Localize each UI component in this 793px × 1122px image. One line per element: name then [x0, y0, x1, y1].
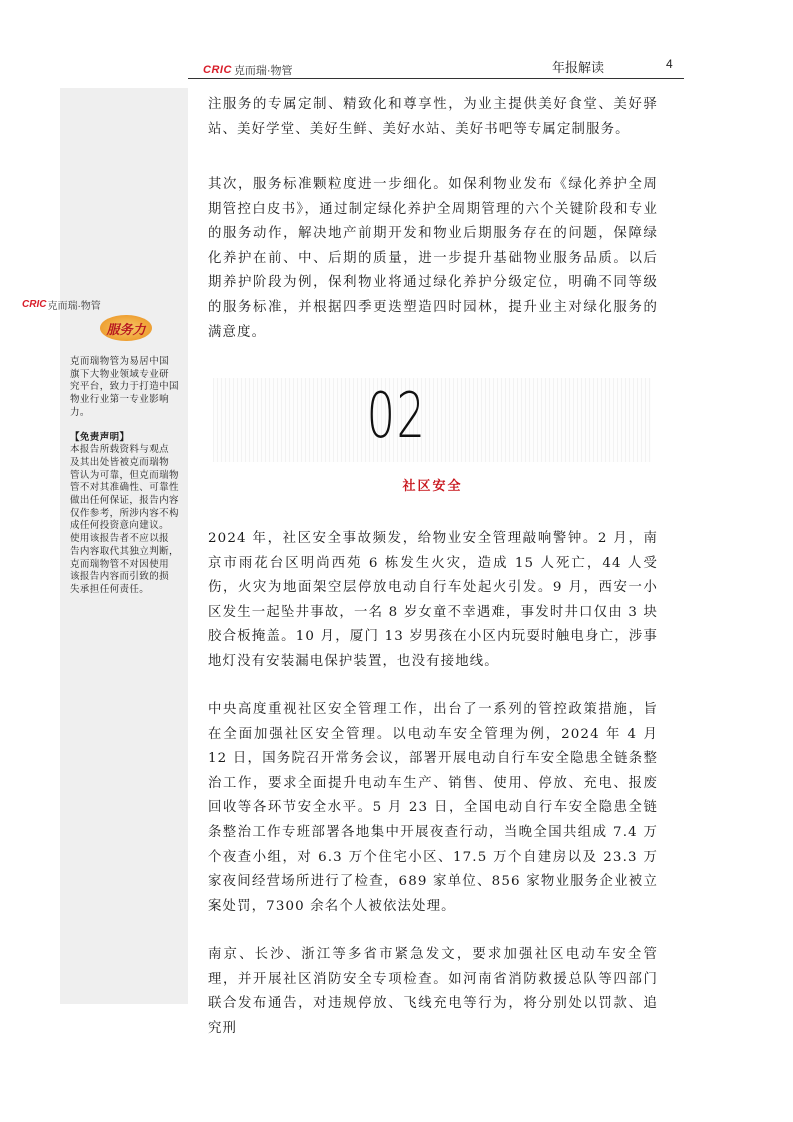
service-badge-icon: 服务力 — [100, 315, 152, 341]
header-title: 年报解读 — [552, 61, 605, 76]
disclaimer-line: 使用该报告者不应以报 — [70, 533, 170, 545]
header-logo — [203, 62, 293, 78]
disclaimer-line: 告内容取代其独立判断， — [70, 545, 179, 557]
disclaimer-line: 管不对其准确性、可靠性 — [70, 482, 179, 494]
disclaimer-line: 克而瑞物管不对因使用 — [70, 558, 170, 570]
disclaimer-line: 失承担任何责任。 — [70, 583, 150, 595]
intro-line: 旗下大物业领域专业研 — [70, 368, 170, 380]
disclaimer-line: 本报告所载资料与观点 — [70, 444, 170, 456]
intro-line: 克而瑞物管为易居中国 — [70, 356, 170, 367]
disclaimer-line: 成任何投资意向建议。 — [70, 520, 170, 532]
sidebar-logo-cric: CRIC — [22, 299, 47, 310]
body-paragraph-1: 注服务的专属定制、精致化和尊享性，为业主提供美好食堂、美好驿站、美好学堂、美好生鲜、美好水站、美好书吧等专属定制服务。 — [208, 97, 658, 137]
sidebar-logo — [22, 297, 101, 312]
intro-line: 究平台，致力于打造中国 — [70, 381, 179, 393]
disclaimer-line: 仅作参考，所涉内容不构 — [70, 507, 179, 519]
disclaimer-line: 该报告内容而引致的损 — [70, 571, 170, 583]
disclaimer-line: 管认为可靠，但克而瑞物 — [70, 469, 179, 481]
body-paragraph-5: 南京、长沙、浙江等多省市紧急发文，要求加强社区电动车安全管理，并开展社区消防安全专项检查。如河南省消防救援总队等四部门联合发布通告，对违规停放、飞线充电等行为，将分别处以罚款、追究刑 — [208, 947, 658, 1036]
body-paragraph-4: 中央高度重视社区安全管理工作，出台了一系列的管控政策措施，旨在全面加强社区安全管理。以电动车安全管理为例，2024 年 4 月 12 日，国务院召开常务会议，部署开展电动自行车安全隐患全链条整治工作，要求全面提升电动车生产、销售、使用、停放、充电、报废回收等各环节安全水平。5 月 23 日，全国电动自行车安全隐患全链条整治工作专班部署各地集中开展夜查行动，当晚全国共组成 7.4 万个夜查小组，对 6.3 万个住宅小区、17.5 万个自建房以及 23.3 万家夜间经营场所进行了检查，689 家单位、856 家物业服务企业被立案处罚，7300 余名个人被依法处理。 — [208, 702, 658, 914]
header-logo-text: 克而瑞·物管 — [233, 65, 293, 77]
header-logo-cric: CRIC — [203, 64, 232, 76]
section-title: 社区安全 — [402, 479, 463, 494]
section-number: 02 — [366, 379, 427, 452]
header-divider — [188, 78, 684, 79]
disclaimer-title: 【免责声明】 — [70, 431, 130, 443]
body-paragraph-3: 2024 年，社区安全事故频发，给物业安全管理敲响警钟。2 月，南京市雨花台区明尚西苑 6 栋发生火灾，造成 15 人死亡，44 人受伤，火灾为地面架空层停放电动自行车处起火引发。9 月，西安一小区发生一起坠井事故，一名 8 岁女童不幸遇难，事发时井口仅由 3 块胶合板掩盖。10 月，厦门 13 岁男孩在小区内玩耍时触电身亡，涉事地灯没有安装漏电保护装置，也没有接地线。 — [208, 531, 658, 669]
disclaimer-line: 及其出处皆被克而瑞物 — [70, 456, 170, 468]
intro-line: 物业行业第一专业影响 — [70, 394, 170, 406]
disclaimer-line: 做出任何保证，报告内容 — [70, 495, 179, 507]
intro-line: 力。 — [70, 406, 90, 418]
sidebar-logo-text: 克而瑞·物管 — [47, 301, 101, 312]
page-number: 4 — [666, 57, 673, 71]
body-paragraph-2: 其次，服务标准颗粒度进一步细化。如保利物业发布《绿化养护全周期管控白皮书》，通过制定绿化养护全周期管理的六个关键阶段和专业的服务动作，解决地产前期开发和物业后期服务存在的问题，保障绿化养护在前、中、后期的质量，进一步提升基础物业服务品质。以后期养护阶段为例，保利物业将通过绿化养护分级定位，明确不同等级的服务标准，并根据四季更迭塑造四时园林，提升业主对绿化服务的满意度。 — [208, 177, 658, 340]
